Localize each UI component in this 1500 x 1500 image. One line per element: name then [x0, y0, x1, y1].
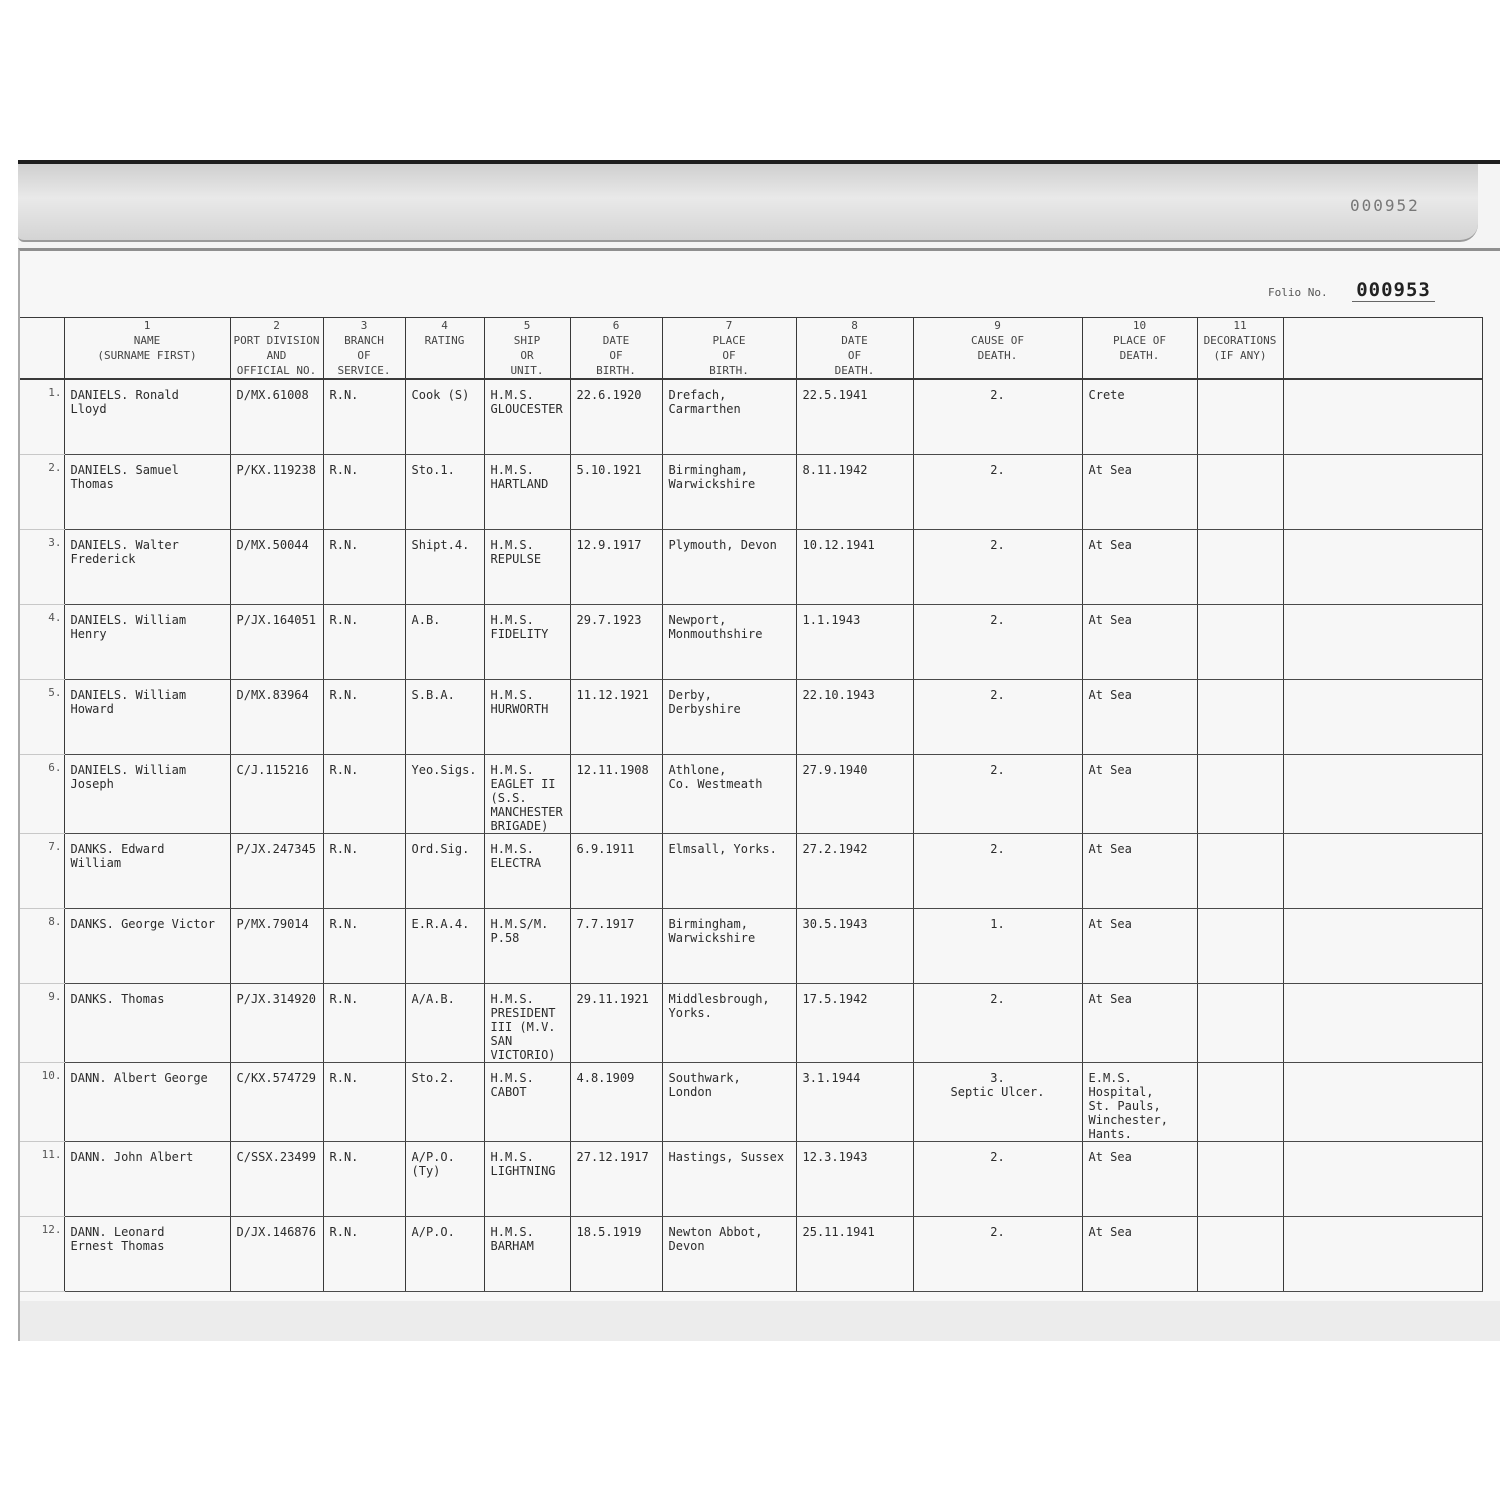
- blank-cell: [1283, 984, 1482, 1063]
- column-header-8: [796, 318, 913, 380]
- ship-cell: H.M.S. EAGLET II (S.S. MANCHESTER BRIGADE): [484, 755, 570, 834]
- ship-cell: H.M.S. LIGHTNING: [484, 1142, 570, 1217]
- table-row: [20, 1142, 1482, 1217]
- cause-of-death-cell: 2.: [913, 455, 1082, 530]
- blank-cell: [1283, 1063, 1482, 1142]
- birth-date-cell: 6.9.1911: [570, 834, 662, 909]
- official-number-cell: D/JX.146876: [230, 1217, 323, 1292]
- death-place-cell: At Sea: [1082, 834, 1197, 909]
- ship-cell: H.M.S. PRESIDENT III (M.V. SAN VICTORIO): [484, 984, 570, 1063]
- birth-place-cell: Newton Abbot, Devon: [662, 1217, 796, 1292]
- birth-date-cell: 22.6.1920: [570, 379, 662, 455]
- folio-value: 000953: [1352, 279, 1435, 302]
- blank-cell: [1283, 605, 1482, 680]
- branch-cell: R.N.: [323, 455, 405, 530]
- name-cell: DANKS. George Victor: [64, 909, 230, 984]
- death-place-cell: At Sea: [1082, 530, 1197, 605]
- cause-of-death-cell: 3. Septic Ulcer.: [913, 1063, 1082, 1142]
- blank-cell: [1283, 1142, 1482, 1217]
- birth-date-cell: 12.9.1917: [570, 530, 662, 605]
- table-body: [20, 379, 1482, 1292]
- cause-of-death-cell: 2.: [913, 1142, 1082, 1217]
- branch-cell: R.N.: [323, 1142, 405, 1217]
- birth-date-cell: 7.7.1917: [570, 909, 662, 984]
- blank-cell: [1283, 455, 1482, 530]
- name-cell: DANKS. Thomas: [64, 984, 230, 1063]
- birth-place-cell: Derby, Derbyshire: [662, 680, 796, 755]
- branch-cell: R.N.: [323, 909, 405, 984]
- death-place-cell: At Sea: [1082, 680, 1197, 755]
- rating-cell: A/P.O.: [405, 1217, 484, 1292]
- column-number: 11: [1233, 319, 1247, 332]
- ship-cell: H.M.S. CABOT: [484, 1063, 570, 1142]
- table-row: [20, 680, 1482, 755]
- rating-cell: Sto.2.: [405, 1063, 484, 1142]
- scanned-register-sheet: [18, 160, 1500, 1340]
- column-header-5: [484, 318, 570, 380]
- row-number: 5.: [20, 680, 64, 755]
- casualty-register-table: [20, 317, 1483, 1292]
- birth-place-cell: Hastings, Sussex: [662, 1142, 796, 1217]
- table-row: [20, 755, 1482, 834]
- official-number-cell: P/JX.247345: [230, 834, 323, 909]
- cause-of-death-cell: 2.: [913, 680, 1082, 755]
- header-row: [20, 318, 1482, 380]
- birth-place-cell: Birmingham, Warwickshire: [662, 909, 796, 984]
- rating-cell: Cook (S): [405, 379, 484, 455]
- decorations-cell: [1197, 605, 1283, 680]
- death-date-cell: 27.9.1940: [796, 755, 913, 834]
- column-header-3: [323, 318, 405, 380]
- death-place-cell: E.M.S. Hospital, St. Pauls, Winchester, Hants.: [1082, 1063, 1197, 1142]
- register-page: [18, 248, 1500, 1341]
- death-place-cell: At Sea: [1082, 755, 1197, 834]
- death-place-cell: At Sea: [1082, 1142, 1197, 1217]
- rating-cell: A/P.O. (Ty): [405, 1142, 484, 1217]
- column-label: PLACE OF BIRTH.: [709, 334, 749, 377]
- rating-cell: Shipt.4.: [405, 530, 484, 605]
- column-number: 6: [612, 319, 620, 332]
- row-number: 2.: [20, 455, 64, 530]
- birth-place-cell: Birmingham, Warwickshire: [662, 455, 796, 530]
- table-row: [20, 1217, 1482, 1292]
- branch-cell: R.N.: [323, 834, 405, 909]
- blank-cell: [1283, 530, 1482, 605]
- ship-cell: H.M.S. ELECTRA: [484, 834, 570, 909]
- death-date-cell: 27.2.1942: [796, 834, 913, 909]
- blank-cell: [1283, 755, 1482, 834]
- death-date-cell: 22.10.1943: [796, 680, 913, 755]
- column-header-10: [1082, 318, 1197, 380]
- cause-of-death-cell: 2.: [913, 530, 1082, 605]
- column-number: 7: [725, 319, 733, 332]
- cause-of-death-cell: 2.: [913, 379, 1082, 455]
- row-number: 3.: [20, 530, 64, 605]
- column-header-6: [570, 318, 662, 380]
- death-place-cell: At Sea: [1082, 909, 1197, 984]
- row-number: 6.: [20, 755, 64, 834]
- birth-place-cell: Middlesbrough, Yorks.: [662, 984, 796, 1063]
- birth-date-cell: 29.7.1923: [570, 605, 662, 680]
- official-number-cell: P/JX.164051: [230, 605, 323, 680]
- birth-place-cell: Plymouth, Devon: [662, 530, 796, 605]
- table-row: [20, 379, 1482, 455]
- ship-cell: H.M.S. HARTLAND: [484, 455, 570, 530]
- name-cell: DANN. Leonard Ernest Thomas: [64, 1217, 230, 1292]
- row-number: 8.: [20, 909, 64, 984]
- column-header-2: [230, 318, 323, 380]
- cause-of-death-cell: 2.: [913, 1217, 1082, 1292]
- death-date-cell: 17.5.1942: [796, 984, 913, 1063]
- death-place-cell: Crete: [1082, 379, 1197, 455]
- cause-of-death-cell: 1.: [913, 909, 1082, 984]
- previous-folio-stamp: 000952: [1350, 196, 1420, 215]
- rating-cell: S.B.A.: [405, 680, 484, 755]
- name-cell: DANN. Albert George: [64, 1063, 230, 1142]
- blank-column-header: [1283, 318, 1482, 380]
- ship-cell: H.M.S. BARHAM: [484, 1217, 570, 1292]
- column-label: DATE OF BIRTH.: [596, 334, 636, 377]
- decorations-cell: [1197, 530, 1283, 605]
- ship-cell: H.M.S. FIDELITY: [484, 605, 570, 680]
- column-label: PORT DIVISION AND OFFICIAL NO.: [233, 334, 320, 377]
- column-label: PLACE OF DEATH.: [1113, 334, 1166, 362]
- ship-cell: H.M.S/M. P.58: [484, 909, 570, 984]
- name-cell: DANIELS. Ronald Lloyd: [64, 379, 230, 455]
- blank-cell: [1283, 379, 1482, 455]
- table-row: [20, 605, 1482, 680]
- previous-page-edge: [18, 164, 1478, 242]
- name-cell: DANIELS. William Joseph: [64, 755, 230, 834]
- column-number: 9: [994, 319, 1001, 332]
- row-number: 10.: [20, 1063, 64, 1142]
- ship-cell: H.M.S. GLOUCESTER: [484, 379, 570, 455]
- row-number: 9.: [20, 984, 64, 1063]
- branch-cell: R.N.: [323, 755, 405, 834]
- rating-cell: A.B.: [405, 605, 484, 680]
- name-cell: DANIELS. Samuel Thomas: [64, 455, 230, 530]
- branch-cell: R.N.: [323, 605, 405, 680]
- blank-cell: [1283, 1217, 1482, 1292]
- row-number: 1.: [20, 379, 64, 455]
- column-number: 2: [273, 319, 280, 332]
- column-label: SHIP OR UNIT.: [510, 334, 544, 377]
- official-number-cell: C/KX.574729: [230, 1063, 323, 1142]
- decorations-cell: [1197, 1142, 1283, 1217]
- branch-cell: R.N.: [323, 530, 405, 605]
- column-label: CAUSE OF DEATH.: [971, 334, 1024, 362]
- blank-cell: [1283, 680, 1482, 755]
- death-date-cell: 12.3.1943: [796, 1142, 913, 1217]
- decorations-cell: [1197, 1217, 1283, 1292]
- column-number: 5: [523, 319, 531, 332]
- death-date-cell: 3.1.1944: [796, 1063, 913, 1142]
- decorations-cell: [1197, 455, 1283, 530]
- decorations-cell: [1197, 379, 1283, 455]
- decorations-cell: [1197, 834, 1283, 909]
- death-date-cell: 30.5.1943: [796, 909, 913, 984]
- column-number: 1: [143, 319, 151, 332]
- row-number: 12.: [20, 1217, 64, 1292]
- birth-place-cell: Drefach, Carmarthen: [662, 379, 796, 455]
- branch-cell: R.N.: [323, 984, 405, 1063]
- official-number-cell: P/JX.314920: [230, 984, 323, 1063]
- table-row: [20, 984, 1482, 1063]
- death-place-cell: At Sea: [1082, 605, 1197, 680]
- column-number: 3: [360, 319, 368, 332]
- blank-cell: [1283, 834, 1482, 909]
- row-number-header: [20, 318, 64, 380]
- name-cell: DANKS. Edward William: [64, 834, 230, 909]
- table-row: [20, 834, 1482, 909]
- birth-place-cell: Newport, Monmouthshire: [662, 605, 796, 680]
- column-label: NAME (SURNAME FIRST): [97, 334, 197, 362]
- branch-cell: R.N.: [323, 1217, 405, 1292]
- column-header-9: [913, 318, 1082, 380]
- ship-cell: H.M.S. REPULSE: [484, 530, 570, 605]
- death-date-cell: 8.11.1942: [796, 455, 913, 530]
- death-date-cell: 10.12.1941: [796, 530, 913, 605]
- birth-date-cell: 11.12.1921: [570, 680, 662, 755]
- column-label: RATING: [424, 334, 465, 347]
- blank-cell: [1283, 909, 1482, 984]
- death-date-cell: 22.5.1941: [796, 379, 913, 455]
- column-header-1: [64, 318, 230, 380]
- rating-cell: A/A.B.: [405, 984, 484, 1063]
- branch-cell: R.N.: [323, 1063, 405, 1142]
- death-place-cell: At Sea: [1082, 1217, 1197, 1292]
- cause-of-death-cell: 2.: [913, 984, 1082, 1063]
- table-header: [20, 318, 1482, 380]
- column-number: 8: [851, 319, 858, 332]
- official-number-cell: C/J.115216: [230, 755, 323, 834]
- name-cell: DANIELS. William Henry: [64, 605, 230, 680]
- folio-number: [1268, 279, 1435, 301]
- decorations-cell: [1197, 755, 1283, 834]
- rating-cell: Ord.Sig.: [405, 834, 484, 909]
- cause-of-death-cell: 2.: [913, 755, 1082, 834]
- decorations-cell: [1197, 984, 1283, 1063]
- page-bottom-margin: [20, 1301, 1500, 1341]
- birth-date-cell: 29.11.1921: [570, 984, 662, 1063]
- rating-cell: E.R.A.4.: [405, 909, 484, 984]
- birth-date-cell: 27.12.1917: [570, 1142, 662, 1217]
- death-place-cell: At Sea: [1082, 455, 1197, 530]
- birth-date-cell: 4.8.1909: [570, 1063, 662, 1142]
- name-cell: DANIELS. Walter Frederick: [64, 530, 230, 605]
- rating-cell: Yeo.Sigs.: [405, 755, 484, 834]
- birth-date-cell: 5.10.1921: [570, 455, 662, 530]
- column-label: DATE OF DEATH.: [834, 334, 875, 377]
- branch-cell: R.N.: [323, 379, 405, 455]
- folio-label: Folio No.: [1268, 286, 1328, 299]
- cause-of-death-cell: 2.: [913, 605, 1082, 680]
- name-cell: DANIELS. William Howard: [64, 680, 230, 755]
- column-header-7: [662, 318, 796, 380]
- row-number: 7.: [20, 834, 64, 909]
- column-label: DECORATIONS (IF ANY): [1203, 334, 1277, 362]
- death-place-cell: At Sea: [1082, 984, 1197, 1063]
- column-header-11: [1197, 318, 1283, 380]
- cause-of-death-cell: 2.: [913, 834, 1082, 909]
- death-date-cell: 1.1.1943: [796, 605, 913, 680]
- ship-cell: H.M.S. HURWORTH: [484, 680, 570, 755]
- column-label: BRANCH OF SERVICE.: [337, 334, 391, 377]
- birth-date-cell: 12.11.1908: [570, 755, 662, 834]
- death-date-cell: 25.11.1941: [796, 1217, 913, 1292]
- column-header-4: [405, 318, 484, 380]
- birth-place-cell: Southwark, London: [662, 1063, 796, 1142]
- birth-place-cell: Elmsall, Yorks.: [662, 834, 796, 909]
- official-number-cell: P/KX.119238: [230, 455, 323, 530]
- birth-date-cell: 18.5.1919: [570, 1217, 662, 1292]
- birth-place-cell: Athlone, Co. Westmeath: [662, 755, 796, 834]
- row-number: 11.: [20, 1142, 64, 1217]
- rating-cell: Sto.1.: [405, 455, 484, 530]
- column-number: 4: [441, 319, 448, 332]
- official-number-cell: P/MX.79014: [230, 909, 323, 984]
- official-number-cell: D/MX.83964: [230, 680, 323, 755]
- table-row: [20, 455, 1482, 530]
- table-row: [20, 530, 1482, 605]
- branch-cell: R.N.: [323, 680, 405, 755]
- decorations-cell: [1197, 909, 1283, 984]
- official-number-cell: D/MX.50044: [230, 530, 323, 605]
- name-cell: DANN. John Albert: [64, 1142, 230, 1217]
- table-row: [20, 909, 1482, 984]
- decorations-cell: [1197, 1063, 1283, 1142]
- official-number-cell: D/MX.61008: [230, 379, 323, 455]
- table-row: [20, 1063, 1482, 1142]
- column-number: 10: [1132, 319, 1147, 332]
- official-number-cell: C/SSX.23499: [230, 1142, 323, 1217]
- row-number: 4.: [20, 605, 64, 680]
- decorations-cell: [1197, 680, 1283, 755]
